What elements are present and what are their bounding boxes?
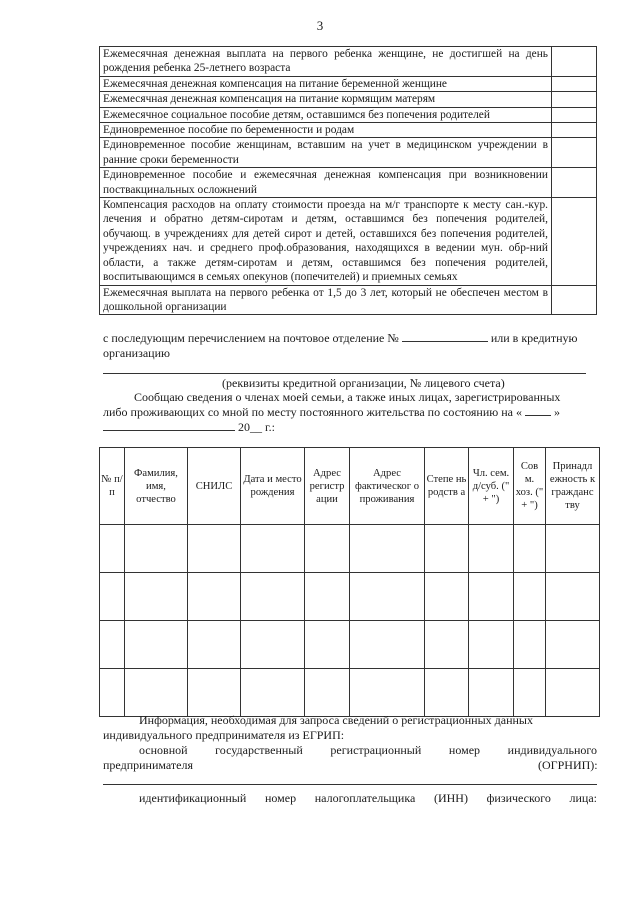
family-entry-cell[interactable] bbox=[425, 573, 469, 621]
benefit-label: Ежемесячная денежная компенсация на питание беременной женщине bbox=[100, 76, 552, 91]
benefit-row bbox=[100, 92, 597, 107]
bank-details-field[interactable] bbox=[103, 373, 586, 374]
family-column-header: Адрес фактическог о проживания bbox=[350, 448, 425, 525]
post-office-number-field[interactable] bbox=[402, 330, 488, 342]
family-entry-cell[interactable] bbox=[469, 573, 514, 621]
family-entry-cell[interactable] bbox=[425, 621, 469, 669]
benefit-mark-cell[interactable] bbox=[552, 107, 597, 122]
benefit-label: Единовременное пособие женщинам, вставшим на учет в медицинском учреждении в ранние сроки беременности bbox=[100, 138, 552, 168]
ogrnip-field[interactable] bbox=[103, 784, 597, 785]
family-entry-cell[interactable] bbox=[305, 573, 350, 621]
benefit-row bbox=[100, 47, 597, 77]
family-entry-cell[interactable] bbox=[125, 525, 188, 573]
family-members-table bbox=[99, 447, 600, 717]
benefit-mark-cell[interactable] bbox=[552, 138, 597, 168]
family-entry-cell[interactable] bbox=[125, 621, 188, 669]
delivery-post-text: с последующим перечислением на почтовое отделение № bbox=[103, 331, 399, 345]
benefit-mark-cell[interactable] bbox=[552, 92, 597, 107]
family-intro-line1: Сообщаю сведения о членах моей семьи, а также иных лицах, зарегистрированных bbox=[134, 390, 561, 404]
delivery-line bbox=[103, 330, 577, 346]
benefit-label: Единовременное пособие и ежемесячная денежная компенсация при возникновении поствакцинальных осложнений bbox=[100, 168, 552, 198]
benefit-row bbox=[100, 168, 597, 198]
date-month-field[interactable] bbox=[103, 419, 235, 431]
delivery-bank-text: или в кредитную bbox=[490, 331, 578, 345]
date-day-field[interactable] bbox=[525, 404, 551, 416]
benefit-mark-cell[interactable] bbox=[552, 168, 597, 198]
table-row bbox=[100, 669, 600, 717]
family-entry-cell[interactable] bbox=[125, 669, 188, 717]
table-row bbox=[100, 525, 600, 573]
family-column-header: № п/п bbox=[100, 448, 125, 525]
benefit-row bbox=[100, 107, 597, 122]
family-entry-cell[interactable] bbox=[350, 525, 425, 573]
family-entry-cell[interactable] bbox=[546, 573, 600, 621]
family-entry-cell[interactable] bbox=[425, 669, 469, 717]
benefit-mark-cell[interactable] bbox=[552, 47, 597, 77]
bank-details-caption: (реквизиты кредитной организации, № лицевого счета) bbox=[222, 376, 505, 390]
family-entry-cell[interactable] bbox=[100, 669, 125, 717]
family-entry-cell[interactable] bbox=[469, 525, 514, 573]
benefit-label: Компенсация расходов на оплату стоимости проезда на м/г транспорте к месту сан.-кур. лечения и обратно детям-сиротам и детям, оставшимся без попечения родителей, обучающ. в учреждениях для детей сирот и детей, оставшихся без попечения родителей, учреждениях нач. и среднего проф.образования, находящихся в ведении мун. обр-ний области, а также детям-сиротам и детям, оставшимся без попечения родителей, воспитывающимся в семьях опекунов (попечителей) и приемных семьях bbox=[100, 198, 552, 285]
family-column-header: Принадл ежность к гражданс тву bbox=[546, 448, 600, 525]
egrip-line1: Информация, необходимая для запроса сведений о регистрационных данных bbox=[139, 713, 533, 727]
family-column-header: Степе нь родств а bbox=[425, 448, 469, 525]
egrip-line4-label: предпринимателя bbox=[103, 758, 193, 772]
family-intro-line2 bbox=[103, 404, 560, 420]
family-entry-cell[interactable] bbox=[469, 621, 514, 669]
family-column-header: Чл. сем. д/суб. (" + ") bbox=[469, 448, 514, 525]
family-column-header: Адрес регистр ации bbox=[305, 448, 350, 525]
family-entry-cell[interactable] bbox=[241, 573, 305, 621]
family-intro-text: либо проживающих со мной по месту постоянного жительства по состоянию на « bbox=[103, 405, 522, 419]
benefit-label: Ежемесячная денежная компенсация на питание кормящим матерям bbox=[100, 92, 552, 107]
family-entry-cell[interactable] bbox=[350, 669, 425, 717]
benefit-mark-cell[interactable] bbox=[552, 76, 597, 91]
family-entry-cell[interactable] bbox=[514, 525, 546, 573]
family-entry-cell[interactable] bbox=[188, 669, 241, 717]
family-column-header: Сов м. хоз. (" + ") bbox=[514, 448, 546, 525]
family-entry-cell[interactable] bbox=[241, 525, 305, 573]
table-row bbox=[100, 573, 600, 621]
family-entry-cell[interactable] bbox=[241, 621, 305, 669]
family-entry-cell[interactable] bbox=[100, 525, 125, 573]
family-entry-cell[interactable] bbox=[350, 621, 425, 669]
family-entry-cell[interactable] bbox=[514, 621, 546, 669]
family-intro-line3 bbox=[103, 419, 275, 435]
family-entry-cell[interactable] bbox=[350, 573, 425, 621]
benefit-label: Ежемесячная денежная выплата на первого ребенка женщине, не достигшей на день рождения ребенка 25-летнего возраста bbox=[100, 47, 552, 77]
family-entry-cell[interactable] bbox=[100, 621, 125, 669]
family-entry-cell[interactable] bbox=[241, 669, 305, 717]
family-entry-cell[interactable] bbox=[546, 525, 600, 573]
family-entry-cell[interactable] bbox=[546, 669, 600, 717]
benefit-row bbox=[100, 138, 597, 168]
family-entry-cell[interactable] bbox=[188, 621, 241, 669]
family-entry-cell[interactable] bbox=[469, 669, 514, 717]
benefits-table bbox=[99, 46, 597, 315]
egrip-ogrnip-label: (ОГРНИП): bbox=[538, 758, 598, 772]
benefit-row bbox=[100, 123, 597, 138]
family-entry-cell[interactable] bbox=[425, 525, 469, 573]
family-entry-cell[interactable] bbox=[125, 573, 188, 621]
family-entry-cell[interactable] bbox=[188, 525, 241, 573]
delivery-org-label: организацию bbox=[103, 346, 170, 360]
benefit-mark-cell[interactable] bbox=[552, 198, 597, 285]
family-table-header bbox=[100, 448, 600, 525]
family-entry-cell[interactable] bbox=[305, 669, 350, 717]
benefit-mark-cell[interactable] bbox=[552, 285, 597, 315]
table-row bbox=[100, 621, 600, 669]
egrip-line3: основной государственный регистрационный номер индивидуального bbox=[139, 743, 597, 757]
benefit-mark-cell[interactable] bbox=[552, 123, 597, 138]
family-column-header: СНИЛС bbox=[188, 448, 241, 525]
family-entry-cell[interactable] bbox=[305, 621, 350, 669]
page-number: 3 bbox=[316, 18, 324, 33]
benefit-row bbox=[100, 76, 597, 91]
egrip-line5: идентификационный номер налогоплательщика (ИНН) физического лица: bbox=[139, 791, 597, 805]
benefit-label: Единовременное пособие по беременности и родам bbox=[100, 123, 552, 138]
family-column-header: Фамилия, имя, отчество bbox=[125, 448, 188, 525]
benefit-row bbox=[100, 198, 597, 285]
family-entry-cell[interactable] bbox=[514, 573, 546, 621]
benefit-label: Ежемесячная выплата на первого ребенка от 1,5 до 3 лет, который не обеспечен местом в дошкольной организации bbox=[100, 285, 552, 315]
egrip-line2: индивидуального предпринимателя из ЕГРИП: bbox=[103, 728, 345, 742]
date-quote-close: » bbox=[553, 405, 560, 419]
family-entry-cell[interactable] bbox=[188, 573, 241, 621]
family-entry-cell[interactable] bbox=[100, 573, 125, 621]
family-entry-cell[interactable] bbox=[514, 669, 546, 717]
benefit-row bbox=[100, 285, 597, 315]
benefit-label: Ежемесячное социальное пособие детям, оставшимся без попечения родителей bbox=[100, 107, 552, 122]
date-year-text: 20__ г.: bbox=[238, 420, 275, 434]
family-entry-cell[interactable] bbox=[305, 525, 350, 573]
family-entry-cell[interactable] bbox=[546, 621, 600, 669]
family-column-header: Дата и место рождения bbox=[241, 448, 305, 525]
